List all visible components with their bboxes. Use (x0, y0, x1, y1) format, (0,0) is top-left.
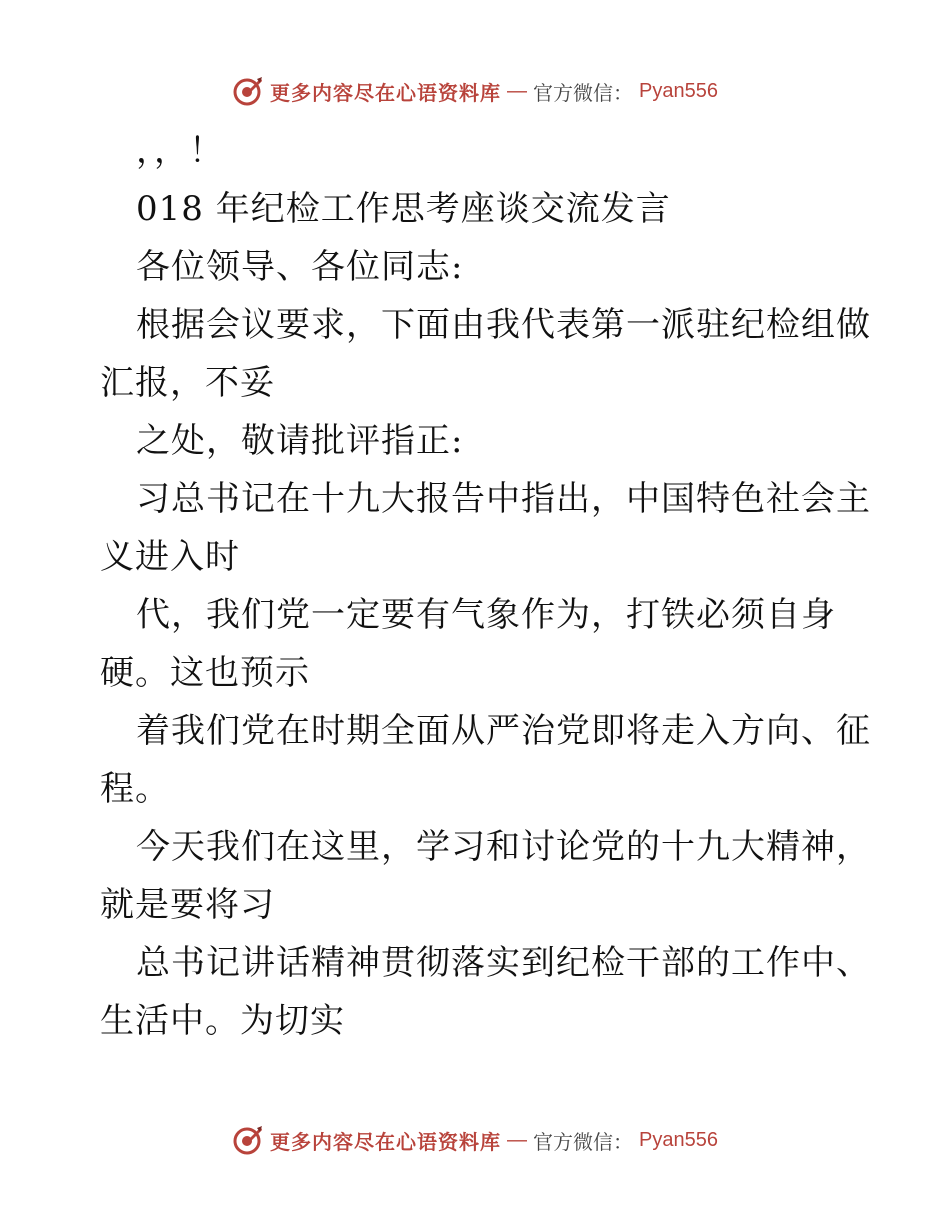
header-brand-text: 更多内容尽在心语资料库 (270, 80, 502, 105)
header-banner (0, 71, 950, 111)
quill-logo-icon (232, 1124, 264, 1156)
header-wechat-id: Pyan556 (639, 79, 718, 102)
footer-wechat-label: 官方微信： (533, 1129, 634, 1154)
document-line: 总书记讲话精神贯彻落实到纪检干部的工作中、 (136, 943, 871, 983)
document-line: 018 年纪检工作思考座谈交流发言 (136, 189, 671, 229)
footer-dash: — (507, 1128, 528, 1151)
document-line: 生活中。为切实 (100, 1001, 345, 1041)
document-line: 习总书记在十九大报告中指出，中国特色社会主 (136, 479, 871, 519)
document-line: 各位领导、各位同志: (136, 247, 464, 287)
document-line: 就是要将习 (100, 885, 275, 925)
document-body (100, 122, 871, 1050)
document-line: 程。 (100, 769, 170, 809)
footer-wechat-id: Pyan556 (639, 1128, 718, 1151)
document-line: 义进入时 (100, 537, 240, 577)
footer-brand-text: 更多内容尽在心语资料库 (270, 1129, 502, 1154)
document-line: 汇报，不妥 (100, 363, 275, 403)
document-line: 之处，敬请批评指正: (136, 421, 464, 461)
header-wechat-label: 官方微信： (533, 80, 634, 105)
header-dash: — (507, 79, 528, 102)
document-line: ，，！ (136, 131, 224, 171)
document-line: 着我们党在时期全面从严治党即将走入方向、征 (136, 711, 871, 751)
document-line: 代，我们党一定要有气象作为，打铁必须自身 (136, 595, 836, 635)
footer-banner (0, 1120, 950, 1160)
quill-logo-icon (232, 75, 264, 107)
document-line: 根据会议要求，下面由我代表第一派驻纪检组做 (136, 305, 871, 345)
document-line: 今天我们在这里，学习和讨论党的十九大精神， (136, 827, 871, 867)
document-line: 硬。这也预示 (100, 653, 310, 693)
